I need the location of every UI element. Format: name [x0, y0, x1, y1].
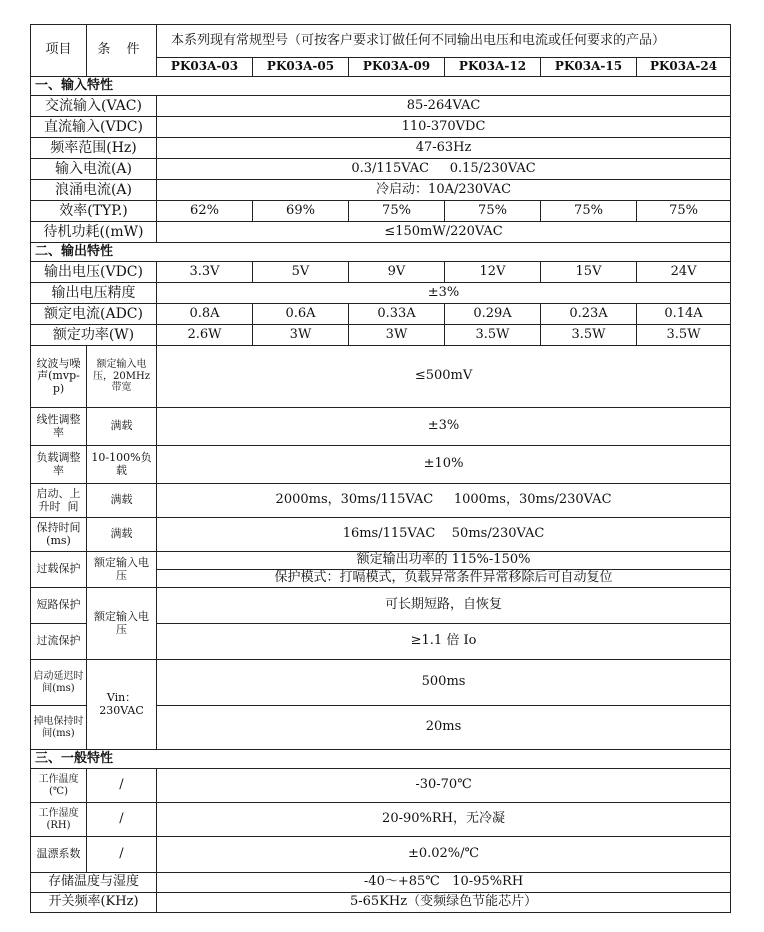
ripple-value: ≤500mV [157, 346, 731, 408]
efficiency-value: 62% [157, 201, 253, 222]
rated-power-value: 3.5W [541, 325, 637, 346]
power-down-label: 掉电保持时间(ms) [31, 706, 87, 750]
op-humidity-label: 工作湿度(RH) [31, 803, 87, 837]
rated-power-label: 额定功率(W) [31, 325, 157, 346]
model-header: PK03A-03 [157, 58, 253, 77]
efficiency-value: 75% [541, 201, 637, 222]
load-reg-value: ±10% [157, 446, 731, 484]
output-voltage-value: 15V [541, 262, 637, 283]
line-reg-label: 线性调整率 [31, 408, 87, 446]
temp-coef-label: 温漂系数 [31, 837, 87, 873]
temp-coef-value: ±0.02%/℃ [157, 837, 731, 873]
efficiency-value: 75% [637, 201, 731, 222]
output-voltage-value: 9V [349, 262, 445, 283]
overload-label: 过载保护 [31, 552, 87, 588]
model-header: PK03A-09 [349, 58, 445, 77]
hold-value: 16ms/115VAC 50ms/230VAC [157, 518, 731, 552]
efficiency-value: 75% [349, 201, 445, 222]
dc-input-value: 110-370VDC [157, 117, 731, 138]
short-value: 可长期短路，自恢复 [157, 588, 731, 624]
output-voltage-value: 5V [253, 262, 349, 283]
overcurrent-value: ≥1.1 倍 Io [157, 624, 731, 660]
efficiency-value: 69% [253, 201, 349, 222]
overload-condition: 额定输入电压 [87, 552, 157, 588]
start-delay-value: 500ms [157, 660, 731, 706]
ripple-label: 纹波与噪声(mvp-p) [31, 346, 87, 408]
op-humidity-condition: / [87, 803, 157, 837]
rated-current-value: 0.6A [253, 304, 349, 325]
section-output-title: 二、输出特性 [31, 243, 731, 262]
rated-current-value: 0.29A [445, 304, 541, 325]
short-condition: 额定输入电压 [87, 588, 157, 660]
op-humidity-value: 20-90%RH，无冷凝 [157, 803, 731, 837]
rated-current-label: 额定电流(ADC) [31, 304, 157, 325]
ac-input-label: 交流输入(VAC) [31, 96, 157, 117]
rated-current-value: 0.14A [637, 304, 731, 325]
rated-current-value: 0.33A [349, 304, 445, 325]
temp-coef-condition: / [87, 837, 157, 873]
output-voltage-label: 输出电压(VDC) [31, 262, 157, 283]
ripple-condition: 额定输入电压，20MHz 带宽 [87, 346, 157, 408]
model-header: PK03A-05 [253, 58, 349, 77]
accuracy-label: 输出电压精度 [31, 283, 157, 304]
ac-input-value: 85-264VAC [157, 96, 731, 117]
efficiency-label: 效率(TYP.) [31, 201, 157, 222]
inrush-value: 冷启动：10A/230VAC [157, 180, 731, 201]
header-item: 项目 [31, 25, 87, 77]
line-reg-condition: 满载 [87, 408, 157, 446]
dc-input-label: 直流输入(VDC) [31, 117, 157, 138]
model-header: PK03A-15 [541, 58, 637, 77]
overload-value-1: 额定输出功率的 115%-150% [157, 552, 731, 570]
standby-label: 待机功耗((mW) [31, 222, 157, 243]
load-reg-condition: 10-100%负载 [87, 446, 157, 484]
rated-power-value: 3.5W [637, 325, 731, 346]
rated-current-value: 0.8A [157, 304, 253, 325]
short-label: 短路保护 [31, 588, 87, 624]
op-temp-label: 工作温度(℃) [31, 769, 87, 803]
overload-value-2: 保护模式：打嗝模式，负载异常条件异常移除后可自动复位 [157, 570, 731, 588]
overcurrent-label: 过流保护 [31, 624, 87, 660]
switch-freq-label: 开关频率(KHz) [31, 893, 157, 913]
rated-current-value: 0.23A [541, 304, 637, 325]
op-temp-condition: / [87, 769, 157, 803]
hold-label: 保持时间(ms) [31, 518, 87, 552]
startup-condition: 满载 [87, 484, 157, 518]
section-general-title: 三、一般特性 [31, 750, 731, 769]
storage-label: 存储温度与湿度 [31, 873, 157, 893]
rated-power-value: 2.6W [157, 325, 253, 346]
input-current-label: 输入电流(A) [31, 159, 157, 180]
section-input-title: 一、输入特性 [31, 77, 731, 96]
standby-value: ≤150mW/220VAC [157, 222, 731, 243]
model-header: PK03A-12 [445, 58, 541, 77]
op-temp-value: -30-70℃ [157, 769, 731, 803]
start-delay-label: 启动延迟时间(ms) [31, 660, 87, 706]
model-header: PK03A-24 [637, 58, 731, 77]
inrush-label: 浪涌电流(A) [31, 180, 157, 201]
switch-freq-value: 5-65KHz（变频绿色节能芯片） [157, 893, 731, 913]
output-voltage-value: 12V [445, 262, 541, 283]
rated-power-value: 3W [253, 325, 349, 346]
series-note: 本系列现有常规型号（可按客户要求订做任何不同输出电压和电流或任何要求的产品） [157, 25, 731, 58]
output-voltage-value: 3.3V [157, 262, 253, 283]
startup-label: 启动、上升时 间 [31, 484, 87, 518]
spec-table [30, 24, 731, 913]
storage-value: -40～+85℃ 10-95%RH [157, 873, 731, 893]
start-delay-condition: Vin：230VAC [87, 660, 157, 750]
input-current-value: 0.3/115VAC 0.15/230VAC [157, 159, 731, 180]
freq-value: 47-63Hz [157, 138, 731, 159]
spec-sheet [30, 24, 731, 913]
rated-power-value: 3W [349, 325, 445, 346]
freq-label: 频率范围(Hz) [31, 138, 157, 159]
power-down-value: 20ms [157, 706, 731, 750]
load-reg-label: 负载调整率 [31, 446, 87, 484]
startup-value: 2000ms，30ms/115VAC 1000ms，30ms/230VAC [157, 484, 731, 518]
header-condition: 条 件 [87, 25, 157, 77]
rated-power-value: 3.5W [445, 325, 541, 346]
output-voltage-value: 24V [637, 262, 731, 283]
efficiency-value: 75% [445, 201, 541, 222]
accuracy-value: ±3% [157, 283, 731, 304]
hold-condition: 满载 [87, 518, 157, 552]
line-reg-value: ±3% [157, 408, 731, 446]
